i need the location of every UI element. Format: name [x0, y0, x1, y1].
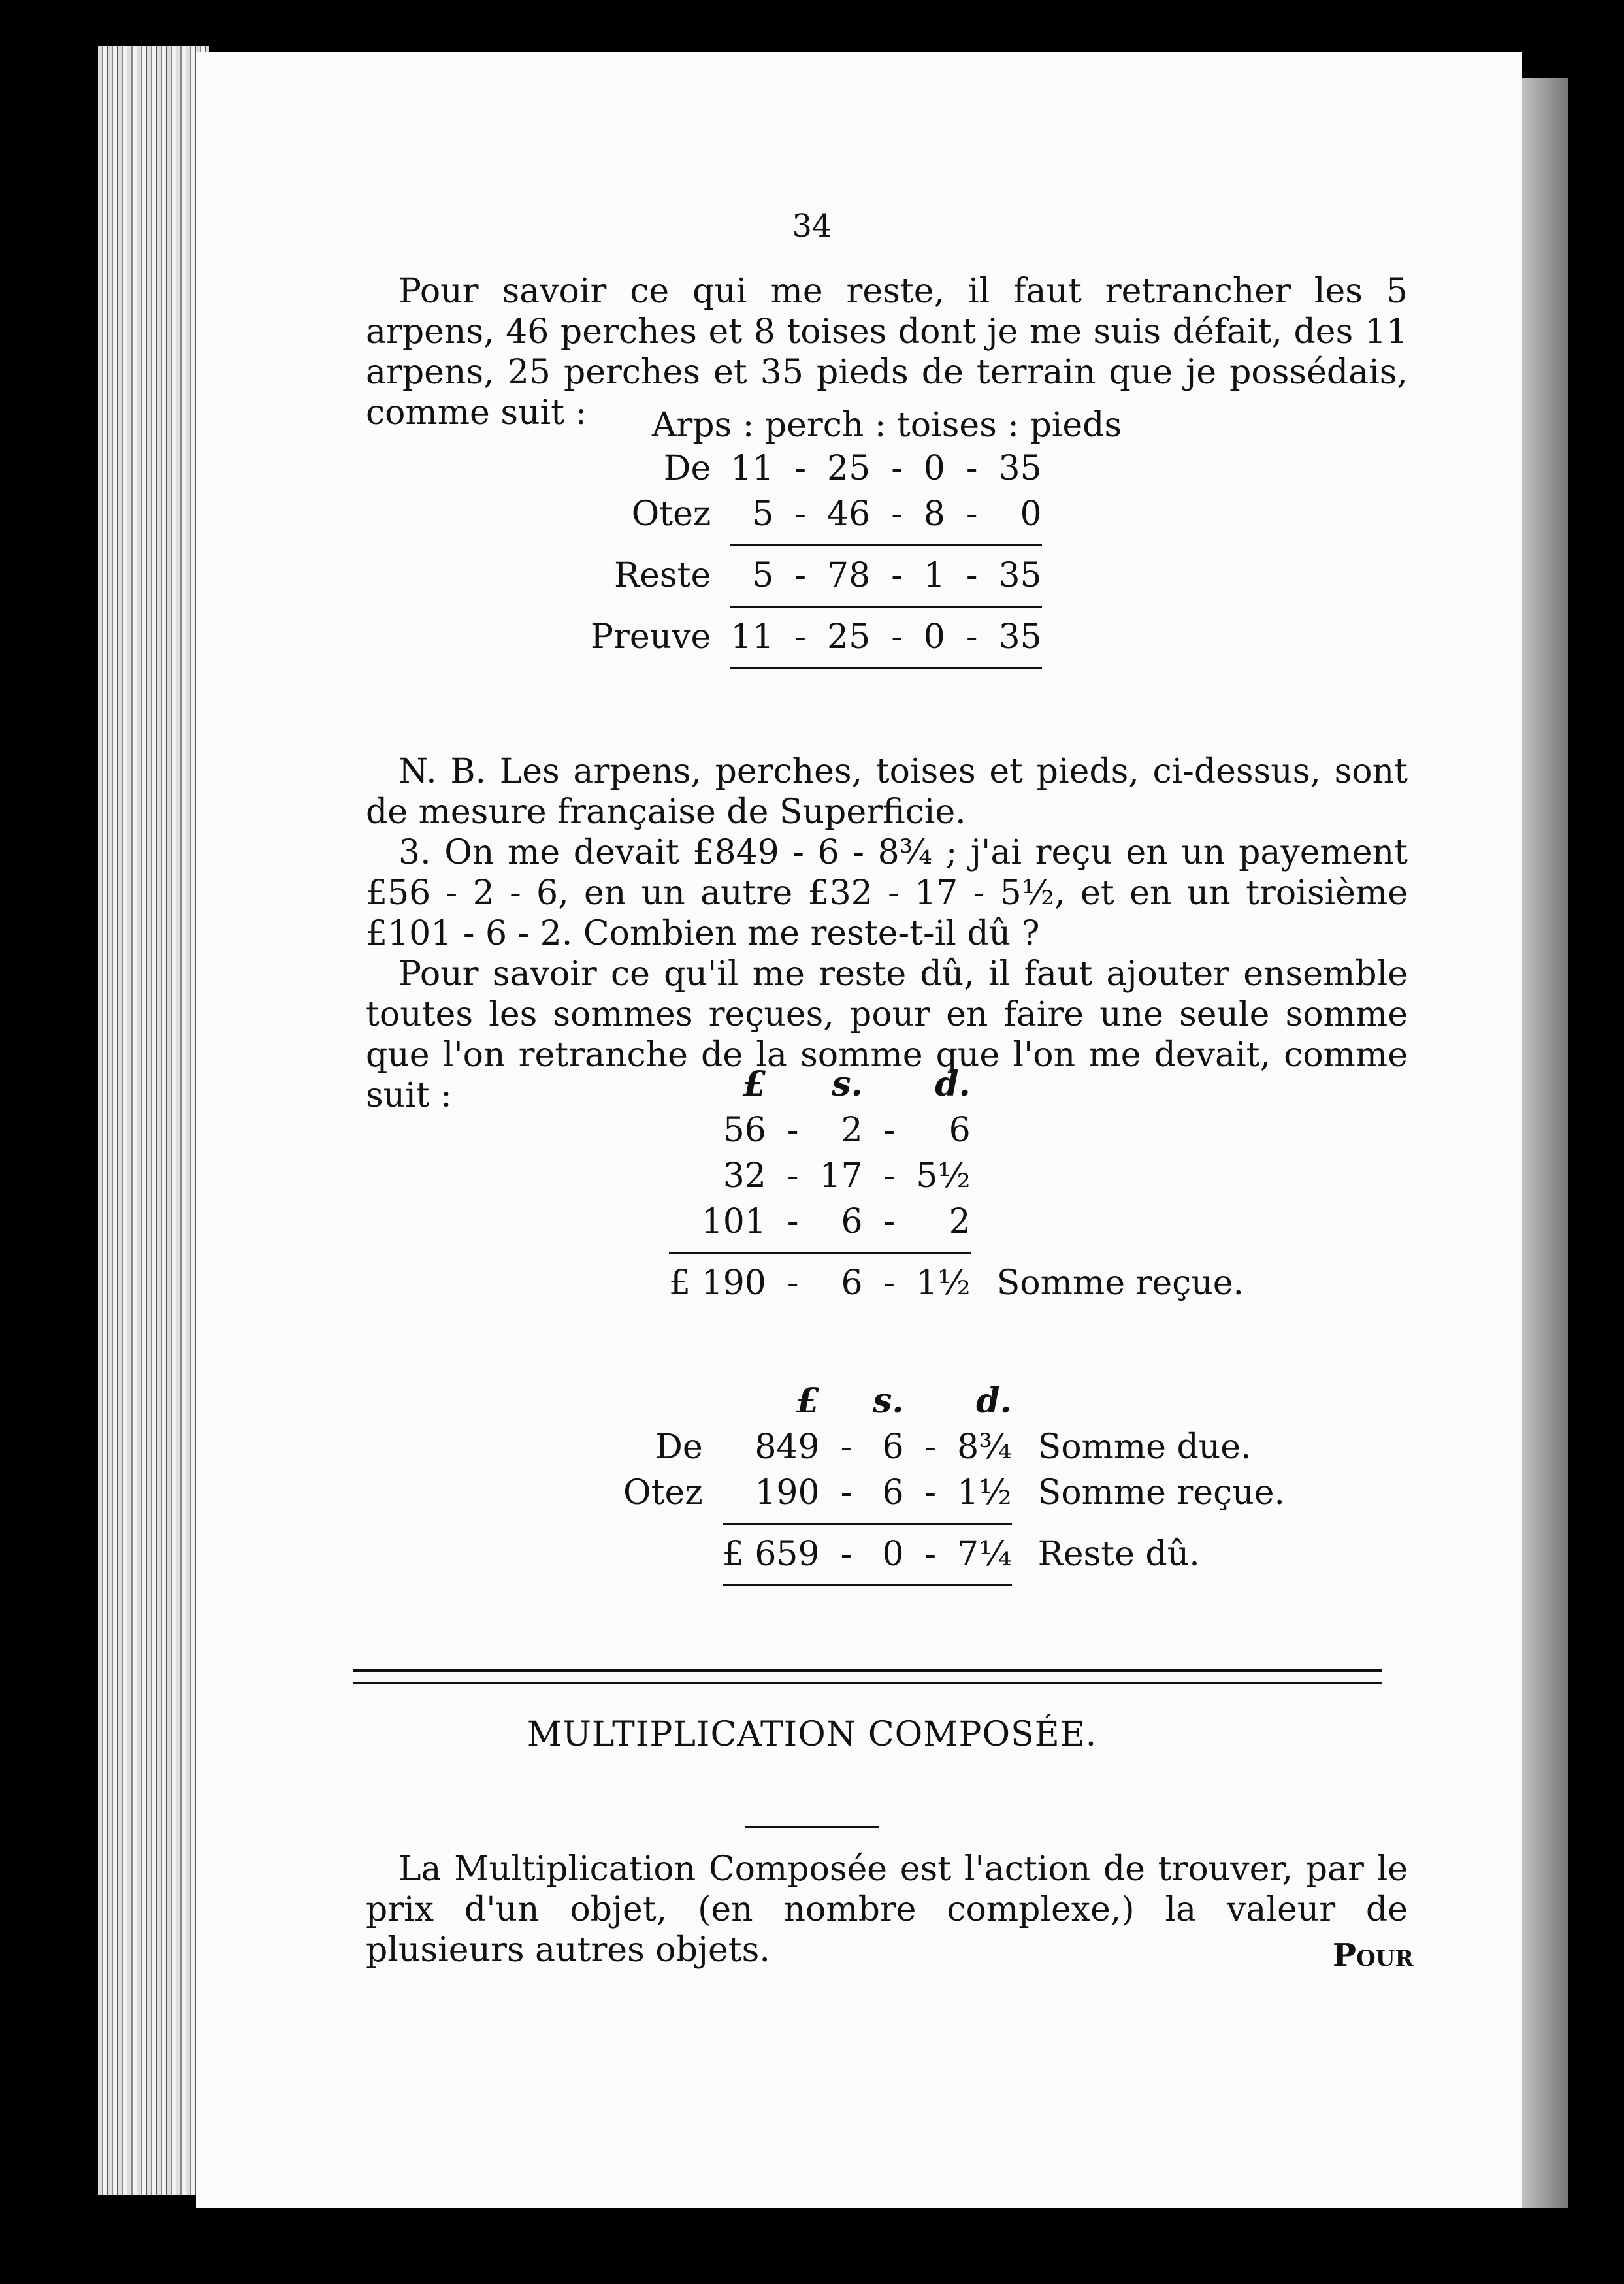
sum-rule [730, 667, 1041, 669]
table-row-reste: Reste 5 - 78 - 1 - 35 [613, 556, 1042, 595]
table-reste-du [366, 1379, 1408, 1593]
sum-rule [730, 606, 1041, 608]
table-arpens-header: Arps : perch : toises : pieds [651, 406, 1122, 445]
page-number: 34 [792, 208, 832, 244]
table-sommes-recues [366, 1062, 1408, 1306]
nota-bene: N. B. Les arpens, perches, toises et pieds, ci-dessus, sont de mesure française de Superficie. [366, 752, 1408, 832]
sum-rule [730, 544, 1041, 546]
sum-rule [723, 1584, 1012, 1586]
title-underline [745, 1826, 879, 1828]
paragraph-5: La Multiplication Composée est l'action de trouver, par le prix d'un objet, (en nombre complexe,) la valeur de plusieurs autres objets. [366, 1850, 1408, 1970]
table-row: 32 - 17 - 5½ [723, 1156, 971, 1196]
section-divider [353, 1669, 1382, 1684]
problem-3: 3. On me devait £849 - 6 - 8¾ ; j'ai reçu en un payement £56 - 2 - 6, en un autre £32 - 17 - 5½, et en un troisième £101 - 6 - 2. Combien me reste-t-il dû ? [366, 833, 1408, 953]
table-row: De 11 - 25 - 0 - 35 [663, 449, 1042, 488]
sum-rule [669, 1252, 971, 1254]
table-arpens-grid [581, 446, 1051, 676]
catchword: Pour [1333, 1937, 1414, 1974]
section-title: MULTIPLICATION COMPOSÉE. [527, 1715, 1097, 1754]
table-row-total: £ 659 - 0 - 7¼ Reste dû. [722, 1535, 1200, 1574]
table-row: De 849 - 6 - 8¾ Somme due. [655, 1428, 1252, 1467]
paragraph-4: Pour savoir ce qu'il me reste dû, il faut ajouter ensemble toutes les sommes reçues, pour en faire une seule somme que l'on retranche de la somme que l'on me devait, comme suit : [366, 954, 1408, 1115]
book-page-edges [98, 46, 209, 2195]
table-row: 101 - 6 - 2 [701, 1202, 971, 1241]
sum-rule [723, 1523, 1012, 1525]
table-row-preuve: Preuve 11 - 25 - 0 - 35 [591, 617, 1042, 657]
book-right-edge [1516, 78, 1568, 2208]
table-reste-grid [614, 1379, 1294, 1593]
table-row: Otez 5 - 46 - 8 - 0 [631, 495, 1042, 534]
table-header: £ s. d. [796, 1381, 1012, 1421]
paragraph-1: Pour savoir ce qui me reste, il faut retrancher les 5 arpens, 46 perches et 8 toises dont je me suis défait, des 11 arpens, 25 perches et 35 pieds de terrain que je possédais, comme suit : [366, 272, 1408, 432]
table-header: £ s. d. [742, 1064, 971, 1104]
table-arpens [366, 405, 1408, 676]
table-row: Otez 190 - 6 - 1½ Somme reçue. [623, 1473, 1286, 1512]
table-row-total: £ 190 - 6 - 1½ Somme reçue. [669, 1264, 1244, 1303]
table-row: 56 - 2 - 6 [723, 1111, 971, 1150]
paragraph-5-block [366, 1849, 1408, 1970]
table-sommes-grid [660, 1062, 1253, 1306]
